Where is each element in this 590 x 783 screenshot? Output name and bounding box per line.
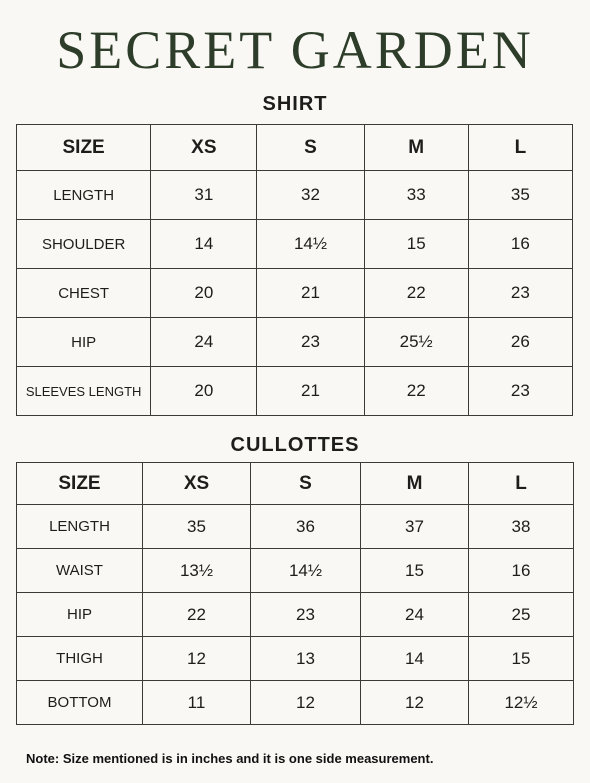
table-header-row [17,125,573,171]
size-header-xs: XS [151,125,257,171]
measurement-value: 12½ [469,681,574,725]
measurement-value: 13½ [143,549,251,593]
measurement-value: 15 [361,549,469,593]
measurement-value: 12 [251,681,361,725]
size-header-s: S [251,463,361,505]
measurement-value: 12 [361,681,469,725]
table-row [17,318,573,367]
measurement-value: 23 [468,269,572,318]
measurement-value: 37 [361,505,469,549]
measurement-value: 31 [151,171,257,220]
cullottes-size-table [16,462,574,725]
table-header-row [17,463,574,505]
cullottes-section-title: CULLOTTES [230,434,360,456]
size-header-s: S [257,125,364,171]
table-row [17,637,574,681]
measurement-value: 14½ [257,220,364,269]
measurement-label: SHOULDER [17,220,151,269]
measurement-value: 24 [151,318,257,367]
measurement-label: SLEEVES LENGTH [17,367,151,416]
table-row [17,171,573,220]
table-row [17,505,574,549]
brand-title: SECRET GARDEN [56,20,534,80]
shirt-size-table [16,124,573,416]
size-header-m: M [361,463,469,505]
measurement-label: WAIST [17,549,143,593]
shirt-section-title: SHIRT [262,93,328,115]
size-column-header: SIZE [17,463,143,505]
size-header-l: L [468,125,572,171]
table-row [17,367,573,416]
measurement-value: 20 [151,367,257,416]
measurement-value: 36 [251,505,361,549]
size-header-m: M [364,125,468,171]
measurement-label: HIP [17,593,143,637]
measurement-value: 22 [364,367,468,416]
table-row [17,269,573,318]
measurement-note: Note: Size mentioned is in inches and it is one side measurement. [26,751,434,766]
measurement-value: 33 [364,171,468,220]
measurement-value: 23 [251,593,361,637]
measurement-value: 14 [151,220,257,269]
measurement-label: LENGTH [17,171,151,220]
measurement-value: 16 [468,220,572,269]
measurement-value: 35 [143,505,251,549]
measurement-value: 11 [143,681,251,725]
measurement-value: 12 [143,637,251,681]
measurement-label: BOTTOM [17,681,143,725]
measurement-value: 25 [469,593,574,637]
measurement-value: 38 [469,505,574,549]
measurement-value: 24 [361,593,469,637]
size-column-header: SIZE [17,125,151,171]
measurement-value: 21 [257,367,364,416]
table-row [17,220,573,269]
measurement-label: THIGH [17,637,143,681]
measurement-value: 23 [257,318,364,367]
measurement-value: 25½ [364,318,468,367]
measurement-value: 13 [251,637,361,681]
measurement-value: 32 [257,171,364,220]
measurement-value: 35 [468,171,572,220]
measurement-value: 15 [364,220,468,269]
size-header-l: L [469,463,574,505]
table-row [17,549,574,593]
measurement-value: 22 [364,269,468,318]
measurement-value: 14½ [251,549,361,593]
table-row [17,593,574,637]
measurement-value: 15 [469,637,574,681]
measurement-value: 26 [468,318,572,367]
measurement-value: 14 [361,637,469,681]
size-header-xs: XS [143,463,251,505]
measurement-label: CHEST [17,269,151,318]
table-row [17,681,574,725]
measurement-value: 23 [468,367,572,416]
measurement-value: 20 [151,269,257,318]
measurement-value: 21 [257,269,364,318]
measurement-value: 16 [469,549,574,593]
measurement-label: HIP [17,318,151,367]
measurement-label: LENGTH [17,505,143,549]
measurement-value: 22 [143,593,251,637]
